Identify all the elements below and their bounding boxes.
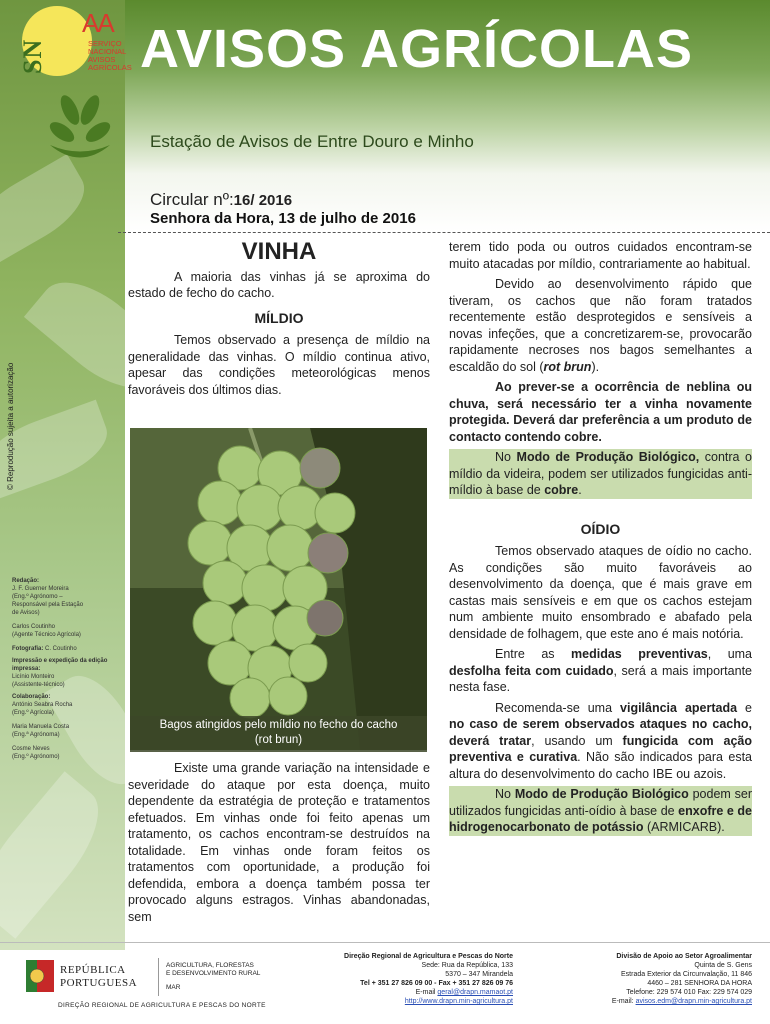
grape-photo <box>130 428 427 750</box>
credits-block: Redação: J. F. Guerner Moreira (Eng.º Agrónomo – Responsável pela Estação de Avisos) Carlos Coutinho (Agente Técnico Agrícola) Fotografia: C. Coutinho Impressão e expedição da edição impressa: Licínio Monteiro (Assistente-técnico) Colaboração: António Seabra Rocha (Eng.º Agrícola) Maria Manuela Costa (Eng.ª Agrónoma) Cosme Neves (Eng.º Agrónomo) <box>12 578 108 760</box>
leaf-decoration <box>24 263 125 407</box>
section-heading-vinha: VINHA <box>241 238 317 265</box>
wheat-logo-icon <box>40 90 120 170</box>
hq-website-link[interactable]: http://www.drapn.min-agricultura.pt <box>404 998 513 1005</box>
footer-hq: Direção Regional de Agricultura e Pescas do Norte Sede: Rua da República, 133 5370 – 347 Mirandela Tel + 351 27 826 09 00 - Fax + 351 27 826 09 76 E-mail geral@drapn.mamaot.pt http://www.drapn.min-agricultura.pt <box>344 953 513 1005</box>
circular-number: Circular nº:16/ 2016 <box>150 190 293 209</box>
direction-name: DIREÇÃO REGIONAL DE AGRICULTURA E PESCAS DO NORTE <box>58 1002 266 1009</box>
bio-note-mildio: No Modo de Produção Biológico, contra o míldio da videira, podem ser utilizados fungicidas anti-míldio à base de cobre. <box>449 450 753 497</box>
division-email-link[interactable]: avisos.edm@drapn.min-agricultura.pt <box>635 998 752 1005</box>
station-name: Estação de Avisos de Entre Douro e Minho <box>150 132 474 151</box>
left-column <box>128 238 430 402</box>
photo-caption: Bagos atingidos pelo míldio no fecho do cacho (rot brun) <box>130 716 427 752</box>
footer-division: Divisão de Apoio ao Setor Agroalimentar Quinta de S. Gens Estrada Exterior da Circunvalação, 11 846 4460 – 281 SENHORA DA HORA Telefone: 229 574 010 Fax: 229 574 029 E-mail: avisos.edm@drapn.min-agricultura.pt <box>611 953 752 1005</box>
mildio-warning: Ao prever-se a ocorrência de neblina ou chuva, será necessário ter a vinha novamente protegida. Deverá dar preferência a um produto de contacto contendo cobre. <box>449 380 752 444</box>
logo-sn-text: SN <box>18 38 47 74</box>
continued-paragraph: terem tido poda ou outros cuidados encontram-se muito atacadas por míldio, contrariamente ao habitual. <box>449 240 752 271</box>
mildio-paragraph-2: Existe uma grande variação na intensidade e severidade do ataque por esta doença, muito dependente da estratégia de proteção e tratamentos efetuados. Em vinhas onde foi feito apenas um tratamento, os cachos encontram-se destruídos na totalidade. Em vinhas onde foram feitos os tratamentos com oportunidade, a produção foi defendida, embora a doença também possa ter provocado alguns estragos. Vinhas abandonadas, sem <box>128 761 430 924</box>
subheading-mildio: MÍLDIO <box>254 309 304 326</box>
leaf-decoration <box>0 400 116 501</box>
footer-separator <box>158 958 159 996</box>
leaf-decoration <box>0 154 97 266</box>
mildio-paragraph-1: Temos observado a presença de míldio na generalidade das vinhas. O míldio continua ativo, apesar das condições meteorológicas menos favoráveis dos últimos dias. <box>128 333 430 397</box>
footer-divider <box>0 942 770 943</box>
copyright-note <box>6 480 15 490</box>
oidio-paragraph-2: Entre as medidas preventivas, uma desfolha feita com cuidado, será a mais importante nesta fase. <box>449 647 753 694</box>
ministry-name: AGRICULTURA, FLORESTAS E DESENVOLVIMENTO RURAL MAR <box>166 962 261 991</box>
grape-bunch-image <box>130 428 427 750</box>
mildio-paragraph-3: Devido ao desenvolvimento rápido que tiveram, os cachos que não foram tratados recentemente estão desprotegidos e sensíveis a novas infeções, que a concretizarem-se, provocarão rapidamente necroses nos bagos semelhantes a escaldão do sol (rot brun). <box>449 277 752 374</box>
hq-email-link[interactable]: geral@drapn.mamaot.pt <box>437 989 513 996</box>
subheading-oidio: OÍDIO <box>580 520 621 537</box>
left-column-bottom <box>128 760 430 929</box>
republic-name: REPÚBLICA PORTUGUESA <box>60 964 138 989</box>
date-line: Senhora da Hora, 13 de julho de 2016 <box>150 210 416 227</box>
intro-paragraph: A maioria das vinhas já se aproxima do estado de fecho do cacho. <box>128 269 430 300</box>
leaf-decoration <box>0 771 118 939</box>
logo-aa-text: AA <box>82 8 113 38</box>
page-title: AVISOS AGRÍCOLAS <box>140 19 694 79</box>
logo-caption: SERVIÇO NACIONAL AVISOS AGRÍCOLAS <box>88 39 132 72</box>
bio-note-oidio: No Modo de Produção Biológico podem ser utilizados fungicidas anti-oídio à base de enxofre e de hidrogenocarbonato de potássio (ARMICARB). <box>449 787 753 834</box>
oidio-paragraph-1: Temos observado ataques de oídio no cacho. As condições são muito favoráveis ao desenvolvimento da doença, que é mais grave em castas mais sensíveis e em que os cachos estejam num ambiente muito ensombrado e abafado pela densidade de folhagem, que este ano é mais notória. <box>449 544 752 641</box>
header-divider <box>118 232 770 233</box>
oidio-paragraph-3: Recomenda-se uma vigilância apertada e no caso de serem observados ataques no cacho, deverá tratar, usando um fungicida com ação preventiva e curativa. Não são indicados para esta altura do desenvolvimento do cacho IBE ou azois. <box>449 700 752 781</box>
right-column <box>449 239 752 840</box>
republic-emblem-icon <box>26 960 54 992</box>
